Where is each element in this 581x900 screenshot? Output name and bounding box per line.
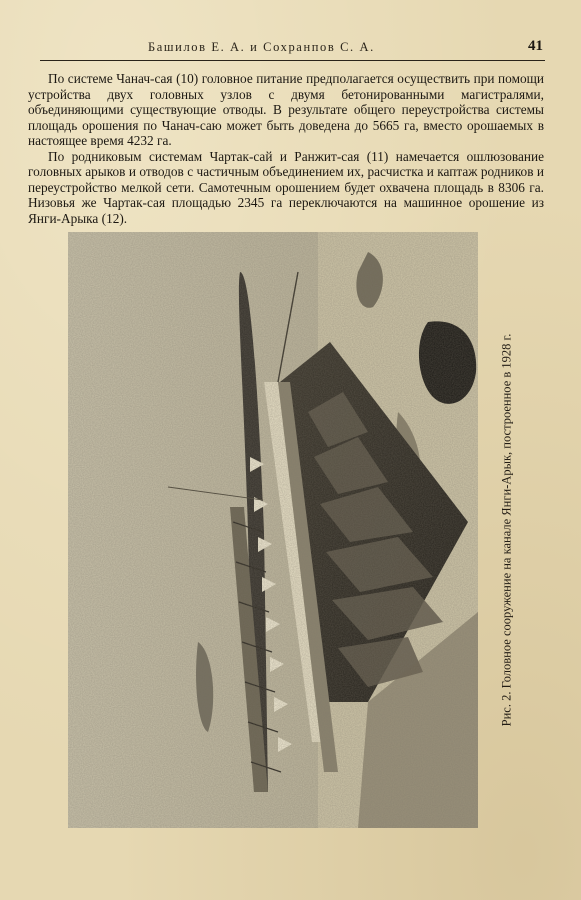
body-text [28, 71, 544, 226]
figure-caption: Рис. 2. Головное сооружение на канале Янги-Арык, построенное в 1928 г. [499, 333, 514, 727]
paragraph-chanach-sai: По системе Чанач-сая (10) головное питание предполагается осуществить при помощи устройства двух головных узлов с двумя бетонированными магистралями, объединяющими существующие отводы. В результате общего переустройства системы площадь орошения по Чанач-саю может быть доведена до 5665 га, вместо орошаемых в настоящее время 4232 га. [28, 71, 544, 148]
running-header [40, 40, 545, 61]
page-number: 41 [528, 38, 543, 54]
header-authors: Башилов Е. А. и Сохранпов С. А. [148, 40, 375, 54]
figure-photo [68, 232, 478, 828]
figure-caption-area [492, 250, 522, 810]
paragraph-chartak-sai: По родниковым системам Чартак-сай и Ранжит-сая (11) намечается ошлюзование головных арыков и отводов с частичным объединением их, расчистка и каптаж родников и переустройство мелкой сети. Самотечным орошением будет охвачена площадь в 8306 га. Низовья же Чартак-сая площадью 2345 га переключаются на машинное орошение из Янги-Арыка (12). [28, 148, 544, 226]
headworks-photo [68, 232, 478, 828]
